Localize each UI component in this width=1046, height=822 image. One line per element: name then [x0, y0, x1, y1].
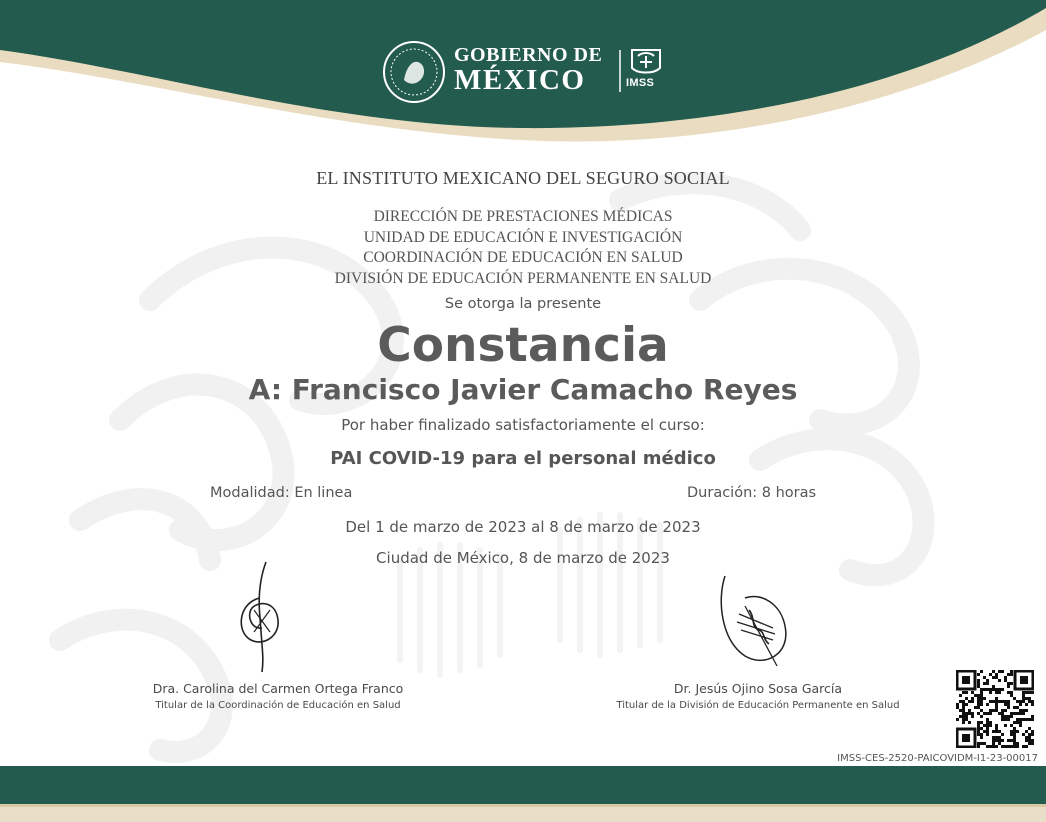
qr-module	[1031, 703, 1034, 706]
duration: Duración: 8 horas	[687, 485, 817, 501]
qr-module	[962, 715, 965, 718]
qr-module	[1031, 715, 1034, 718]
qr-module	[986, 727, 989, 730]
qr-module	[965, 715, 968, 718]
qr-module	[998, 691, 1001, 694]
qr-module	[989, 673, 992, 676]
qr-module	[977, 706, 980, 709]
qr-module	[1031, 742, 1034, 745]
qr-module	[992, 670, 995, 673]
qr-module	[1013, 739, 1016, 742]
qr-module	[1028, 742, 1031, 745]
qr-module	[989, 724, 992, 727]
qr-module	[989, 688, 992, 691]
qr-module	[1025, 718, 1028, 721]
qr-module	[1019, 712, 1022, 715]
qr-module	[965, 712, 968, 715]
qr-module	[977, 727, 980, 730]
qr-module	[1031, 700, 1034, 703]
qr-module	[1007, 685, 1010, 688]
qr-module	[986, 679, 989, 682]
qr-module	[1022, 709, 1025, 712]
qr-module	[992, 709, 995, 712]
qr-module	[1001, 718, 1004, 721]
qr-module	[995, 700, 998, 703]
qr-module	[1013, 721, 1016, 724]
qr-module	[998, 679, 1001, 682]
qr-module	[1028, 733, 1031, 736]
qr-module	[1031, 718, 1034, 721]
qr-module	[995, 736, 998, 739]
completion-statement: Por haber finalizado satisfactoriamente el curso:	[341, 416, 705, 434]
qr-module	[1028, 700, 1031, 703]
qr-module	[980, 670, 983, 673]
qr-module	[1001, 715, 1004, 718]
qr-module	[977, 745, 980, 748]
qr-module	[1031, 733, 1034, 736]
qr-module	[1016, 706, 1019, 709]
qr-module	[980, 742, 983, 745]
qr-module	[986, 724, 989, 727]
qr-module	[977, 730, 980, 733]
qr-module	[956, 706, 959, 709]
qr-module	[980, 715, 983, 718]
imss-emblem-icon	[628, 46, 664, 76]
qr-module	[995, 745, 998, 748]
qr-module	[980, 709, 983, 712]
qr-module	[974, 694, 977, 697]
institute-name: EL INSTITUTO MEXICANO DEL SEGURO SOCIAL	[316, 168, 730, 188]
qr-module	[1019, 718, 1022, 721]
qr-module	[1013, 712, 1016, 715]
qr-module	[1007, 706, 1010, 709]
qr-module	[1022, 733, 1025, 736]
qr-module	[1031, 691, 1034, 694]
qr-module	[980, 721, 983, 724]
qr-module	[989, 721, 992, 724]
signatory-1-title: Titular de la Coordinación de Educación en Salud	[155, 700, 401, 711]
qr-module	[983, 676, 986, 679]
qr-module	[962, 700, 965, 703]
qr-module	[989, 691, 992, 694]
qr-module	[1031, 730, 1034, 733]
qr-module	[983, 682, 986, 685]
qr-module	[1007, 700, 1010, 703]
qr-module	[998, 670, 1001, 673]
qr-module	[956, 703, 959, 706]
qr-module	[1010, 682, 1013, 685]
qr-module	[995, 739, 998, 742]
qr-module	[989, 745, 992, 748]
qr-module	[1022, 694, 1025, 697]
qr-module	[959, 709, 962, 712]
qr-module	[986, 703, 989, 706]
qr-module	[992, 685, 995, 688]
qr-code-icon[interactable]	[956, 670, 1034, 748]
qr-module	[1010, 733, 1013, 736]
certificate-title: Constancia	[377, 318, 669, 373]
qr-module	[1004, 709, 1007, 712]
qr-module	[1010, 691, 1013, 694]
qr-module	[980, 691, 983, 694]
qr-module	[998, 700, 1001, 703]
qr-module	[977, 685, 980, 688]
qr-module	[1025, 691, 1028, 694]
qr-module	[1028, 691, 1031, 694]
imss-logo-text: IMSS	[626, 77, 655, 89]
qr-module	[1025, 709, 1028, 712]
qr-module	[995, 724, 998, 727]
qr-module	[962, 709, 965, 712]
qr-module	[995, 673, 998, 676]
qr-module	[986, 730, 989, 733]
qr-module	[1013, 706, 1016, 709]
qr-module	[1007, 673, 1010, 676]
qr-module	[1028, 718, 1031, 721]
qr-module	[986, 718, 989, 721]
signatory-2-title: Titular de la División de Educación Permanente en Salud	[616, 700, 900, 711]
qr-module	[1001, 709, 1004, 712]
qr-module	[980, 697, 983, 700]
qr-module	[1016, 700, 1019, 703]
qr-module	[1019, 724, 1022, 727]
qr-module	[1016, 712, 1019, 715]
footer-gold-line	[0, 804, 1046, 807]
qr-module	[977, 721, 980, 724]
qr-module	[986, 721, 989, 724]
qr-module	[995, 688, 998, 691]
qr-module	[1004, 745, 1007, 748]
qr-module	[995, 703, 998, 706]
qr-module	[1022, 697, 1025, 700]
qr-module	[989, 712, 992, 715]
qr-module	[971, 700, 974, 703]
qr-module	[1010, 712, 1013, 715]
qr-module	[1016, 742, 1019, 745]
qr-module	[1007, 682, 1010, 685]
qr-module	[1025, 736, 1028, 739]
qr-module	[992, 676, 995, 679]
qr-module	[962, 706, 965, 709]
qr-module	[983, 730, 986, 733]
qr-module	[1010, 715, 1013, 718]
qr-module	[1022, 712, 1025, 715]
folio-number: IMSS-CES-2520-PAICOVIDM-I1-23-00017	[837, 753, 1038, 764]
qr-module	[1022, 745, 1025, 748]
qr-module	[962, 712, 965, 715]
qr-module	[995, 709, 998, 712]
signature-2	[715, 570, 795, 670]
qr-module	[977, 742, 980, 745]
qr-module	[980, 727, 983, 730]
qr-module	[1025, 739, 1028, 742]
qr-module	[1001, 733, 1004, 736]
qr-module	[1007, 715, 1010, 718]
qr-module	[1007, 718, 1010, 721]
qr-module	[995, 706, 998, 709]
qr-module	[998, 739, 1001, 742]
qr-module	[1007, 739, 1010, 742]
qr-module	[995, 691, 998, 694]
qr-module	[995, 676, 998, 679]
qr-module	[1019, 700, 1022, 703]
qr-module	[980, 688, 983, 691]
qr-module	[1004, 703, 1007, 706]
qr-module	[1010, 694, 1013, 697]
qr-module	[995, 697, 998, 700]
qr-module	[998, 730, 1001, 733]
qr-module	[986, 745, 989, 748]
qr-module	[1001, 688, 1004, 691]
qr-module	[1001, 712, 1004, 715]
qr-module	[1019, 721, 1022, 724]
qr-module	[980, 736, 983, 739]
qr-module	[1010, 739, 1013, 742]
qr-module	[986, 733, 989, 736]
qr-module	[989, 700, 992, 703]
department-line: UNIDAD DE EDUCACIÓN E INVESTIGACIÓN	[363, 228, 683, 246]
qr-module	[986, 682, 989, 685]
course-dates: Del 1 de marzo de 2023 al 8 de marzo de 2023	[345, 518, 701, 536]
qr-module	[1013, 733, 1016, 736]
qr-module	[971, 715, 974, 718]
qr-module	[1028, 697, 1031, 700]
course-name: PAI COVID-19 para el personal médico	[330, 448, 716, 469]
qr-module	[1016, 745, 1019, 748]
qr-module	[968, 712, 971, 715]
qr-module	[1004, 718, 1007, 721]
qr-module	[1007, 691, 1010, 694]
qr-module	[992, 739, 995, 742]
qr-module	[983, 697, 986, 700]
qr-module	[959, 694, 962, 697]
qr-module	[992, 745, 995, 748]
qr-module	[1010, 724, 1013, 727]
qr-module	[998, 742, 1001, 745]
qr-module	[1028, 736, 1031, 739]
qr-module	[1010, 730, 1013, 733]
qr-module	[971, 691, 974, 694]
qr-module	[1001, 745, 1004, 748]
qr-module	[983, 742, 986, 745]
qr-module	[992, 742, 995, 745]
qr-module	[992, 730, 995, 733]
qr-module	[998, 688, 1001, 691]
qr-module	[968, 709, 971, 712]
qr-module	[1016, 730, 1019, 733]
qr-module	[1025, 745, 1028, 748]
qr-module	[995, 727, 998, 730]
signature-1	[230, 558, 290, 676]
qr-module	[977, 673, 980, 676]
qr-module	[1028, 739, 1031, 742]
qr-module	[1007, 745, 1010, 748]
qr-module	[977, 679, 980, 682]
qr-module	[1022, 700, 1025, 703]
qr-module	[989, 709, 992, 712]
department-line: DIRECCIÓN DE PRESTACIONES MÉDICAS	[373, 208, 673, 225]
qr-module	[998, 712, 1001, 715]
modality: Modalidad: En linea	[210, 485, 353, 501]
qr-module	[1025, 703, 1028, 706]
qr-module	[1013, 742, 1016, 745]
qr-module	[992, 700, 995, 703]
qr-module	[1004, 724, 1007, 727]
qr-module	[971, 697, 974, 700]
qr-module	[995, 730, 998, 733]
qr-module	[980, 703, 983, 706]
qr-module	[965, 718, 968, 721]
department-line: COORDINACIÓN DE EDUCACIÓN EN SALUD	[363, 249, 683, 266]
qr-module	[1004, 700, 1007, 703]
qr-module	[980, 700, 983, 703]
gobierno-line2: MÉXICO	[454, 64, 586, 96]
qr-module	[1031, 739, 1034, 742]
qr-module	[977, 694, 980, 697]
qr-module	[962, 703, 965, 706]
qr-module	[992, 688, 995, 691]
qr-module	[965, 691, 968, 694]
qr-module	[1013, 730, 1016, 733]
qr-module	[1019, 709, 1022, 712]
qr-module	[983, 724, 986, 727]
qr-module	[1013, 745, 1016, 748]
qr-module	[1004, 679, 1007, 682]
qr-module	[962, 718, 965, 721]
qr-module	[1022, 691, 1025, 694]
qr-module	[983, 712, 986, 715]
qr-module	[977, 712, 980, 715]
qr-module	[1025, 697, 1028, 700]
qr-module	[980, 733, 983, 736]
qr-module	[1004, 676, 1007, 679]
signatory-2-name: Dr. Jesús Ojino Sosa García	[673, 681, 843, 696]
signatory-1-name: Dra. Carolina del Carmen Ortega Franco	[152, 681, 404, 696]
qr-module	[1013, 727, 1016, 730]
qr-module	[992, 736, 995, 739]
qr-module	[1025, 730, 1028, 733]
qr-module	[983, 688, 986, 691]
qr-module	[977, 697, 980, 700]
qr-module	[980, 694, 983, 697]
qr-module	[956, 718, 959, 721]
footer-band	[0, 766, 1046, 804]
qr-module	[965, 697, 968, 700]
qr-module	[971, 712, 974, 715]
qr-module	[1004, 715, 1007, 718]
qr-module	[1019, 703, 1022, 706]
qr-module	[965, 703, 968, 706]
qr-module	[1013, 697, 1016, 700]
qr-module	[998, 736, 1001, 739]
qr-module	[1010, 670, 1013, 673]
qr-module	[1001, 739, 1004, 742]
gobierno-line1: GOBIERNO DE	[454, 44, 603, 66]
qr-module	[986, 688, 989, 691]
qr-module	[962, 691, 965, 694]
issue-place-date: Ciudad de México, 8 de marzo de 2023	[376, 549, 670, 567]
qr-module	[1010, 673, 1013, 676]
qr-module	[959, 715, 962, 718]
qr-module	[962, 721, 965, 724]
qr-module	[959, 700, 962, 703]
recipient-name: A: Francisco Javier Camacho Reyes	[248, 373, 798, 406]
qr-module	[1007, 703, 1010, 706]
qr-module	[977, 733, 980, 736]
qr-module	[968, 700, 971, 703]
qr-module	[968, 721, 971, 724]
qr-module	[977, 703, 980, 706]
qr-module	[1001, 700, 1004, 703]
qr-module	[1028, 727, 1031, 730]
qr-module	[1013, 736, 1016, 739]
qr-module	[977, 700, 980, 703]
qr-module	[1016, 721, 1019, 724]
qr-module	[1010, 745, 1013, 748]
qr-module	[977, 682, 980, 685]
qr-module	[986, 712, 989, 715]
qr-module	[1022, 718, 1025, 721]
qr-module	[1016, 718, 1019, 721]
qr-module	[1001, 670, 1004, 673]
department-line: DIVISIÓN DE EDUCACIÓN PERMANENTE EN SALUD	[334, 269, 712, 287]
grant-statement: Se otorga la presente	[444, 296, 602, 312]
qr-module	[974, 706, 977, 709]
qr-module	[977, 724, 980, 727]
